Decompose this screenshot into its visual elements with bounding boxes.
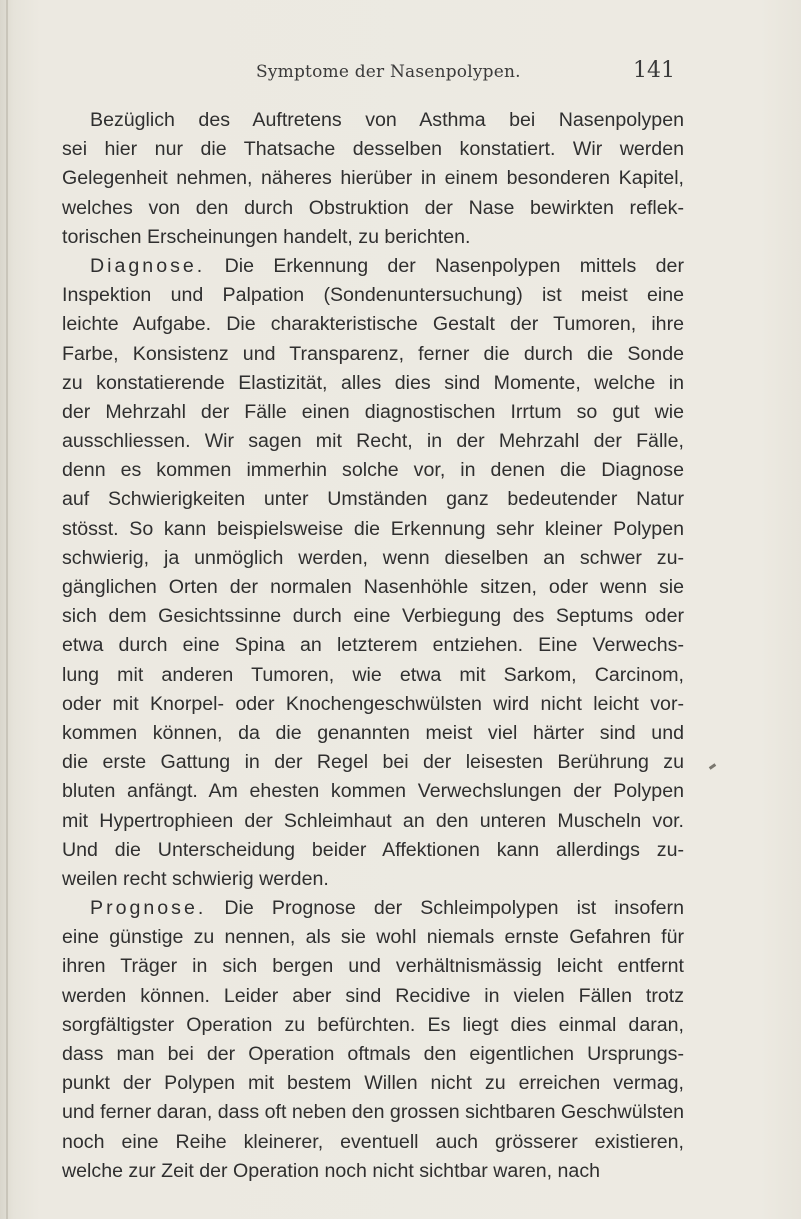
page-header [0,58,801,88]
text-line: torischen Erscheinungen handelt, zu berichten. [62,225,471,248]
text-line: dass man bei der Operation oftmals den eigentlichen Ursprungs- [62,1043,684,1065]
margin-mark [709,763,716,769]
text-line: Inspektion und Palpation (Sondenuntersuchung) ist meist eine [62,284,684,307]
text-line: sorgfältigster Operation zu befürchten. Es liegt dies einmal daran, [62,1013,684,1036]
text-line: noch eine Reihe kleinerer, eventuell auch grösserer existieren, [62,1130,684,1153]
text-line: sei hier nur die Thatsache desselben konstatiert. Wir werden [62,138,684,161]
text-line-rest: Die Erkennung der Nasenpolypen mittels der [224,254,684,277]
text-line: oder mit Knorpel- oder Knochengeschwülsten wird nicht leicht vor- [62,692,684,715]
text-line: welche zur Zeit der Operation noch nicht sichtbar waren, nach [62,1159,601,1182]
running-title: Symptome der Nasenpolypen. [256,62,521,82]
text-line: auf Schwierigkeiten unter Umständen ganz bedeutender Natur [62,488,684,511]
text-line: der Mehrzahl der Fälle einen diagnostischen Irrtum so gut wie [62,400,684,423]
text-line: schwierig, ja unmöglich werden, wenn dieselben an schwer zu- [62,546,684,569]
text-line: weilen recht schwierig werden. [62,867,329,890]
page-gutter [6,0,8,1219]
text-line: Bezüglich des Auftretens von Asthma bei Nasenpolypen [90,109,684,131]
text-line: Farbe, Konsistenz und Transparenz, ferner die durch die Sonde [62,342,684,365]
diagnose-first-line [62,252,684,281]
text-line: welches von den durch Obstruktion der Nase bewirkten reflek- [62,196,684,219]
text-line: ausschliessen. Wir sagen mit Recht, in der Mehrzahl der Fälle, [62,430,684,453]
text-line: eine günstige zu nennen, als sie wohl niemals ernste Gefahren für [62,926,684,949]
text-line-rest: Die Prognose der Schleimpolypen ist insofern [224,897,684,920]
text-line: und ferner daran, dass oft neben den grossen sichtbaren Geschwülsten [62,1101,684,1124]
page-number: 141 [633,58,675,83]
body-text [62,106,684,1186]
text-line: Und die Unterscheidung beider Affektionen kann allerdings zu- [62,838,684,861]
section-heading-prognose: Prognose. [90,897,207,920]
text-line: punkt der Polypen mit bestem Willen nicht zu erreichen vermag, [62,1072,684,1095]
section-heading-diagnose: Diagnose. [90,254,206,277]
text-line: die erste Gattung in der Regel bei der leisesten Berührung zu [62,751,684,774]
text-line: ihren Träger in sich bergen und verhältnismässig leicht entfernt [62,955,684,978]
text-line: bluten anfängt. Am ehesten kommen Verwechslungen der Polypen [62,780,684,803]
text-line: kommen können, da die genannten meist viel härter sind und [62,721,684,744]
text-line: zu konstatierende Elastizität, alles dies sind Momente, welche in [62,371,684,394]
text-line: denn es kommen immerhin solche vor, in denen die Diagnose [62,459,684,482]
text-line: mit Hypertrophieen der Schleimhaut an den unteren Muscheln vor. [62,809,684,832]
text-line: werden können. Leider aber sind Recidive in vielen Fällen trotz [62,984,684,1007]
text-line: gänglichen Orten der normalen Nasenhöhle sitzen, oder wenn sie [62,576,684,598]
text-line: etwa durch eine Spina an letzterem entziehen. Eine Verwechs- [62,634,684,657]
text-line: Gelegenheit nehmen, näheres hierüber in einem besonderen Kapitel, [62,167,684,190]
prognose-first-line [62,894,684,923]
text-line: sich dem Gesichtssinne durch eine Verbiegung des Septums oder [62,605,684,628]
text-line: leichte Aufgabe. Die charakteristische Gestalt der Tumoren, ihre [62,313,684,336]
text-line: lung mit anderen Tumoren, wie etwa mit Sarkom, Carcinom, [62,663,684,686]
text-line: stösst. So kann beispielsweise die Erkennung sehr kleiner Polypen [62,517,684,540]
